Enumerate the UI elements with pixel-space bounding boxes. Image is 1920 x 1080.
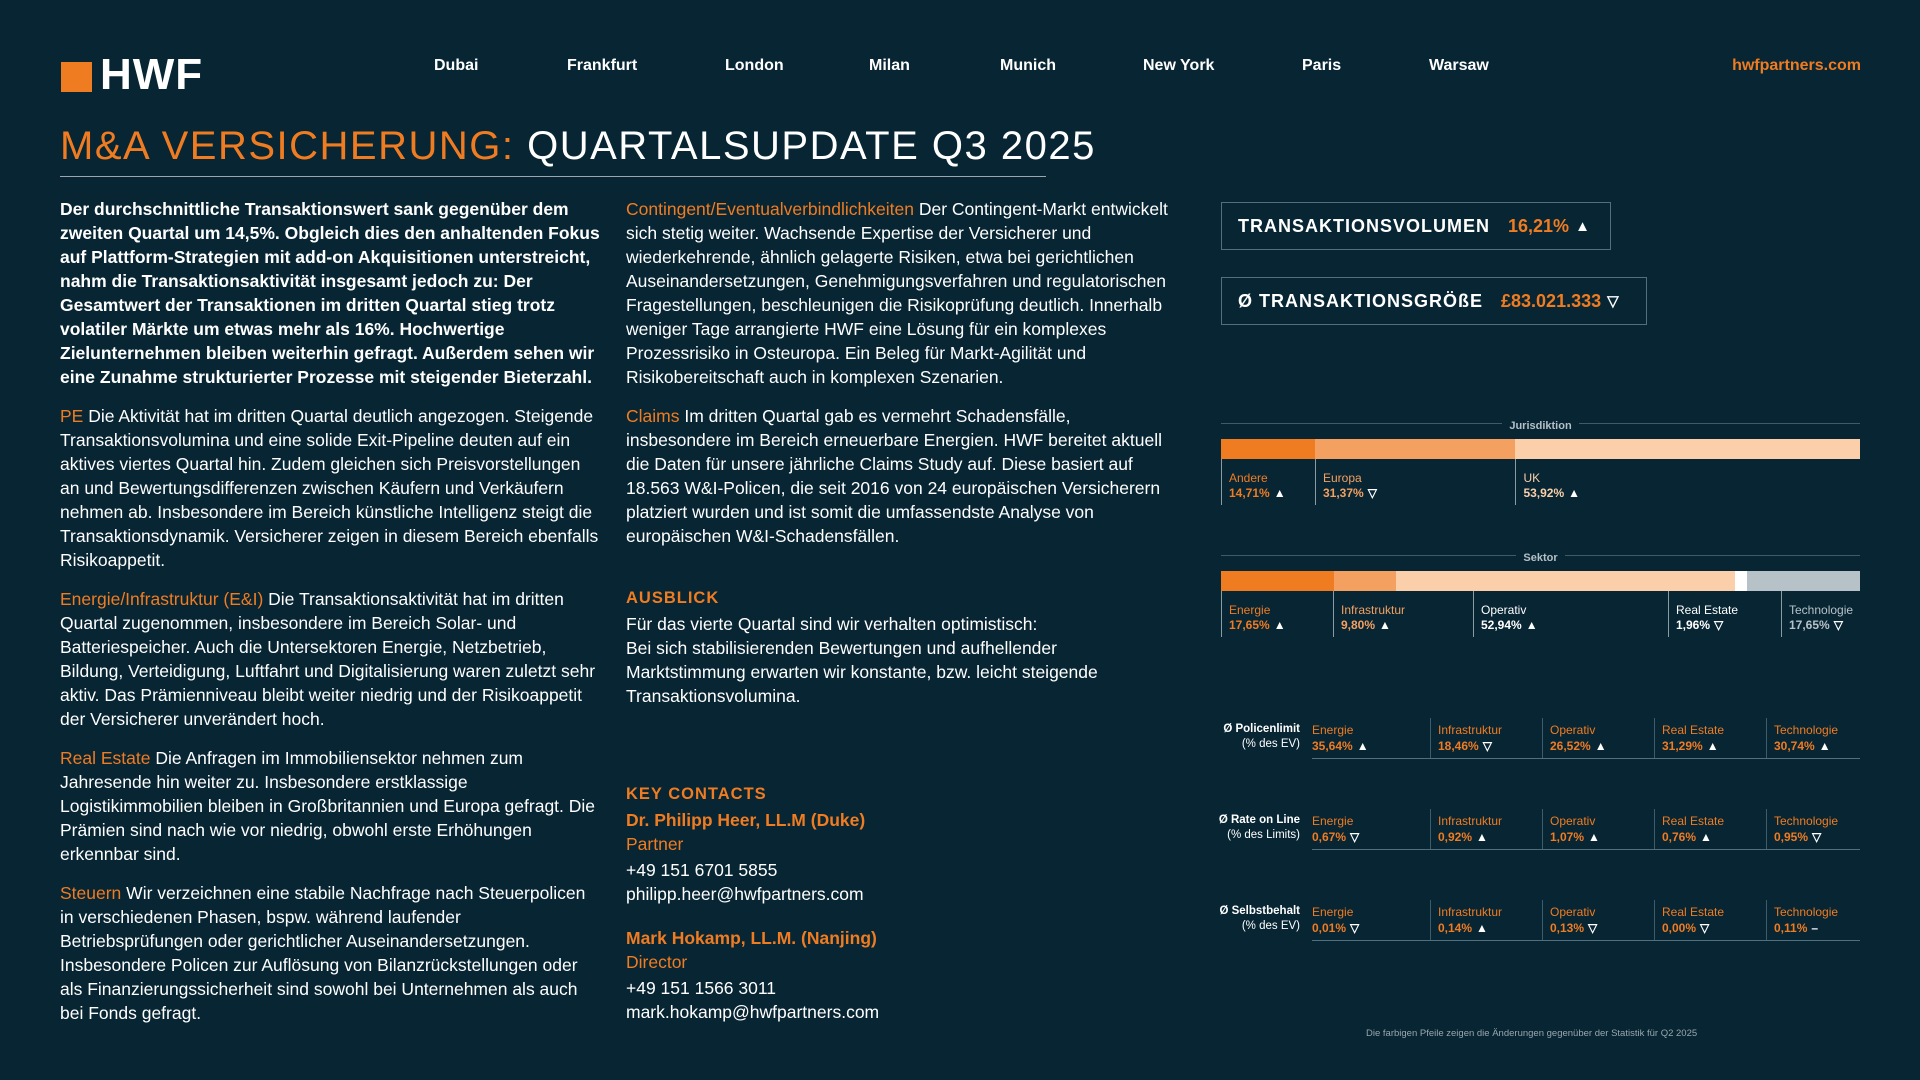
bar-label-value: [1229, 618, 1286, 633]
bar-label-percent: 53,92%: [1523, 486, 1565, 500]
stat-cell-percent: 0,76%: [1662, 830, 1697, 844]
stat-row-sub: (% des Limits): [1227, 829, 1300, 841]
stat-cell-category: Technologie: [1774, 723, 1839, 737]
bar-label: [1481, 603, 1538, 633]
bar-label: [1229, 471, 1286, 501]
contact-role: Director: [626, 952, 688, 972]
bar-label-value: [1341, 618, 1405, 633]
bar-segment-infrastruktur: [1334, 571, 1397, 591]
stat-cell: [1774, 904, 1838, 936]
bar-segment-energie: [1221, 571, 1334, 591]
stat-cell-value: [1550, 920, 1597, 936]
footnote: Die farbigen Pfeile zeigen die Änderungen gegenüber der Statistik für Q2 2025: [1366, 1028, 1698, 1039]
ausblick-text: Bei sich stabilisierenden Bewertungen und aufhellender Marktstimmung erwarten wir konstante, bzw. leicht steigende Transaktionsvolumina.: [626, 638, 1098, 706]
stat-cell-value: [1774, 738, 1838, 754]
bar-label-value: [1789, 618, 1853, 633]
bar-label-category: Energie: [1229, 603, 1271, 617]
title-part1: M&A VERSICHERUNG:: [60, 124, 515, 168]
bar-label-percent: 31,37%: [1322, 486, 1364, 500]
bar-label-category: Europa: [1322, 471, 1362, 485]
cell-divider: [1654, 718, 1655, 758]
arrow-icon: ▲: [1818, 739, 1831, 753]
contact-phone[interactable]: +49 151 1566 3011: [626, 978, 777, 998]
arrow-icon: ▲: [1700, 830, 1712, 844]
bar-label-value: [1323, 486, 1377, 501]
stat-cell-category: Real Estate: [1662, 723, 1725, 737]
stat-cell-category: Energie: [1312, 814, 1354, 828]
stat-cell-category: Real Estate: [1662, 905, 1725, 919]
stat-cell-category: Energie: [1312, 723, 1354, 737]
chart-title-wrap: [1221, 548, 1860, 566]
stat-cell-category: Operativ: [1550, 905, 1596, 919]
stat-cell-percent: 0,95%: [1774, 830, 1809, 844]
re-text: Die Anfragen im Immobiliensektor nehmen zum Jahresende hin weiter zu. Insbesondere erstklassige Logistikimmobilien bleiben in Großbritannien und Europa gefragt. Die Prämien sind nach wie vor niedrig, obwohl erste Erhöhungen erkennbar sind.: [60, 748, 596, 864]
bar-label-percent: 9,80%: [1341, 618, 1376, 632]
row-underline: [1312, 940, 1860, 941]
stat-cell: [1662, 813, 1724, 845]
arrow-up-icon: ▲: [1575, 217, 1591, 235]
chart-sektor: [1221, 548, 1860, 638]
stat-cell-category: Technologie: [1774, 814, 1839, 828]
stat-cell-percent: 26,52%: [1550, 739, 1591, 753]
steuern-paragraph: [60, 881, 600, 1025]
re-heading: Real Estate: [60, 748, 151, 768]
claims-heading: Claims: [626, 406, 680, 426]
stat-cell-percent: 35,64%: [1312, 739, 1353, 753]
bar-label-category: UK: [1523, 471, 1541, 485]
chart-title: Jurisdiktion: [1502, 420, 1578, 432]
bar-segment-andere: [1221, 439, 1315, 459]
stat-cell-percent: 0,13%: [1550, 921, 1585, 935]
column-middle: [626, 197, 1171, 1024]
nav-city-milan[interactable]: Milan: [869, 57, 910, 74]
ei-heading: Energie/Infrastruktur (E&I): [60, 589, 264, 609]
cell-divider: [1654, 900, 1655, 940]
stat-cell-category: Operativ: [1550, 723, 1596, 737]
contacts-heading: KEY CONTACTS: [626, 785, 767, 803]
stat-cell: [1662, 904, 1724, 936]
label-tick: [1668, 591, 1669, 637]
stat-cell-category: Infrastruktur: [1438, 723, 1503, 737]
cell-divider: [1542, 900, 1543, 940]
label-connector: [1333, 591, 1334, 599]
pe-paragraph: [60, 404, 600, 572]
stat-cell: [1312, 722, 1369, 754]
stacked-bar: [1221, 439, 1860, 459]
bar-label-category: Operativ: [1481, 603, 1527, 617]
column-left: [60, 197, 600, 1025]
nav-city-dubai[interactable]: Dubai: [434, 57, 479, 74]
contingent-text: Der Contingent-Markt entwickelt sich stetig weiter. Wachsende Expertise der Versicherer und wiederkehrende, ähnlich gelagerte Risiken, etwa bei gerichtlichen Auseinandersetzungen, Genehmigungsverfahren und regulatorischen Fragestellungen, beschleunigen die Risikoprüfung deutlich. Innerhalb weniger Tage arrangierte HWF eine Lösung für ein komplexes Prozessrisiko in Osteuropa. Ein Beleg für Markt-Agilität und Risikobereitschaft auch in komplexen Szenarien.: [626, 199, 1168, 387]
ei-text: Die Transaktionsaktivität hat im dritten Quartal zugenommen, insbesondere im Bereich Solar- und Batteriespeicher. Auch die Untersektoren Energie, Netzbetrieb, Bildung, Verteidigung, Luftfahrt und Digitalisierung waren zuletzt sehr aktiv. Das Prämienniveau bleibt weiter niedrig und der Risikoappetit der Versicherer unverändert hoch.: [60, 589, 596, 729]
label-tick: [1781, 591, 1782, 637]
stat-cell-percent: 18,46%: [1438, 739, 1479, 753]
bar-label-category: Infrastruktur: [1341, 603, 1406, 617]
chart-title: Sektor: [1516, 552, 1564, 564]
stat-cell: [1550, 813, 1600, 845]
logo-square: [61, 62, 92, 92]
cell-divider: [1430, 809, 1431, 849]
bar-label: [1341, 603, 1405, 633]
kpi-label: TRANSAKTIONSVOLUMEN: [1238, 215, 1490, 236]
steuern-text: Wir verzeichnen eine stabile Nachfrage nach Steuerpolicen in verschiedenen Phasen, bspw. während laufender Betriebsprüfungen oder gerichtlicher Auseinandersetzungen. Insbesondere Policen zur Auflösung von Bilanzrückstellungen oder als Finanzierungssicherheit sind sowohl bei Unternehmen als auch bei Fonds gefragt.: [60, 883, 586, 1023]
stat-row-label: [1210, 813, 1300, 843]
nav-city-frankfurt[interactable]: Frankfurt: [567, 57, 638, 74]
bar-label: [1229, 603, 1286, 633]
stat-cell-percent: 0,14%: [1438, 921, 1473, 935]
row-underline: [1312, 758, 1860, 759]
stat-row-title: Ø Selbstbehalt: [1219, 905, 1300, 917]
bar-label-percent: 17,65%: [1229, 618, 1270, 632]
bar-label-percent: 14,71%: [1229, 486, 1270, 500]
cell-divider: [1766, 809, 1767, 849]
stat-row-title: Ø Rate on Line: [1218, 814, 1300, 826]
row-underline: [1312, 849, 1860, 850]
re-paragraph: [60, 746, 600, 866]
stat-cell-category: Technologie: [1774, 905, 1839, 919]
kpi-transaktionsvolumen: [1221, 202, 1611, 250]
arrow-icon: ▲: [1594, 739, 1607, 753]
claims-paragraph: [626, 404, 1171, 548]
cell-divider: [1430, 900, 1431, 940]
bar-label: [1323, 471, 1377, 501]
stat-row-label: [1210, 722, 1300, 752]
label-tick: [1515, 459, 1516, 505]
label-tick: [1473, 591, 1474, 637]
title-part2: QUARTALSUPDATE Q3 2025: [527, 124, 1096, 168]
stat-cell-percent: 0,67%: [1312, 830, 1347, 844]
cell-divider: [1766, 718, 1767, 758]
intro-paragraph: Der durchschnittliche Transaktionswert sank gegenüber dem zweiten Quartal um 14,5%. Obgleich dies den anhaltenden Fokus auf Plattform-Strategien mit add-on Akquisitionen unterstreicht, nahm die Transaktionsaktivität insgesamt jedoch zu: Der Gesamtwert der Transaktionen im dritten Quartal stieg trotz volatiler Märkte um etwas mehr als 16%. Hochwertige Zielunternehmen bleiben weiterhin gefragt. Außerdem sehen wir eine Zunahme strukturierter Prozesse mit steigender Bieterzahl.: [60, 199, 600, 387]
stat-cell-value: [1662, 920, 1724, 936]
bar-label-percent: 52,94%: [1481, 618, 1522, 632]
arrow-icon: ▲: [1476, 921, 1488, 935]
arrow-icon: ▲: [1273, 486, 1286, 500]
bar-label-percent: 17,65%: [1789, 618, 1830, 632]
page-title: [60, 124, 1096, 169]
arrow-icon: ▽: [1833, 618, 1843, 632]
stat-cell: [1312, 813, 1359, 845]
stat-cell-value: [1438, 920, 1502, 936]
arrow-icon: ▲: [1525, 618, 1538, 632]
stat-cell-value: [1550, 829, 1600, 845]
pe-heading: PE: [60, 406, 84, 426]
kpi-value: £83.021.333: [1501, 290, 1602, 311]
title-underline: [60, 176, 1046, 177]
nav-city-london[interactable]: London: [725, 57, 784, 74]
bar-label: [1676, 603, 1738, 633]
contact-role: Partner: [626, 834, 684, 854]
contact-name: Mark Hokamp, LL.M. (Nanjing): [626, 928, 877, 948]
cell-divider: [1654, 809, 1655, 849]
bar-segment-uk: [1515, 439, 1860, 459]
bar-label-value: [1523, 486, 1580, 501]
ausblick-line: Für das vierte Quartal sind wir verhalten optimistisch:: [626, 614, 1038, 634]
bar-label-category: Andere: [1229, 471, 1268, 485]
contingent-heading: Contingent/Eventualverbindlichkeiten: [626, 199, 914, 219]
stats-grid: [1210, 718, 1860, 948]
steuern-heading: Steuern: [60, 883, 122, 903]
contact-card: [626, 926, 1171, 1024]
arrow-icon: ▲: [1476, 830, 1488, 844]
stat-cell-value: [1662, 738, 1724, 754]
stat-cell: [1774, 813, 1838, 845]
stat-cell-value: [1662, 829, 1724, 845]
cell-divider: [1766, 900, 1767, 940]
stat-row-sub: (% des EV): [1241, 920, 1300, 932]
arrow-icon: –: [1811, 921, 1819, 935]
bar-label-category: Real Estate: [1676, 603, 1739, 617]
nav-city-paris[interactable]: Paris: [1302, 57, 1342, 74]
stat-cell-value: [1550, 738, 1607, 754]
bar-label-percent: 1,96%: [1676, 618, 1711, 632]
arrow-icon: ▲: [1356, 739, 1369, 753]
stat-cell-percent: 30,74%: [1774, 739, 1815, 753]
contact-name: Dr. Philipp Heer, LL.M (Duke): [626, 810, 866, 830]
contact-email[interactable]: philipp.heer@hwfpartners.com: [626, 884, 864, 904]
website-link[interactable]: hwfpartners.com: [1732, 57, 1861, 74]
stat-cell: [1312, 904, 1359, 936]
chart-jurisdiktion: [1221, 416, 1860, 506]
logo[interactable]: HWF: [100, 50, 204, 99]
stat-cell-value: [1774, 829, 1838, 845]
nav-city-warsaw[interactable]: Warsaw: [1429, 57, 1489, 74]
stat-cell-percent: 0,01%: [1312, 921, 1347, 935]
claims-text: Im dritten Quartal gab es vermehrt Schadensfälle, insbesondere im Bereich erneuerbare Energien. HWF bereitet aktuell die Daten für unsere jährliche Claims Study auf. Diese basiert auf 18.563 W&I-Policen, die seit 2016 von 24 europäischen Versicherern platziert wurden und ist somit die umfassendste Analyse von europäischen W&I-Schadensfällen.: [626, 406, 1162, 546]
arrow-icon: ▽: [1700, 921, 1710, 935]
arrow-icon: ▲: [1568, 486, 1581, 500]
arrow-icon: ▲: [1379, 618, 1391, 632]
contact-card: [626, 808, 1171, 906]
arrow-icon: ▲: [1588, 830, 1600, 844]
ausblick-heading: AUSBLICK: [626, 589, 720, 607]
bar-segment-real-estate: [1735, 571, 1748, 591]
stacked-bar: [1221, 571, 1860, 591]
contingent-paragraph: [626, 197, 1171, 389]
cell-divider: [1430, 718, 1431, 758]
pe-text: Die Aktivität hat im dritten Quartal deutlich angezogen. Steigende Transaktionsvolumina und eine solide Exit-Pipeline deuten auf ein aktives viertes Quartal hin. Zudem gleichen sich Preisvorstellungen an und Bewertungsdifferenzen zwischen Käufern und Verkäufern nehmen ab. Insbesondere im Bereich künstliche Intelligenz steigt die Transaktionsdynamik. Versicherer zeigen in diesem Bereich ebenfalls Risikoappetit.: [60, 406, 599, 570]
bar-segment-operativ: [1396, 571, 1734, 591]
stat-cell-value: [1774, 920, 1838, 936]
arrow-icon: ▲: [1706, 739, 1719, 753]
arrow-icon: ▽: [1367, 486, 1377, 500]
nav-city-new-york[interactable]: New York: [1143, 57, 1215, 74]
stat-cell: [1774, 722, 1838, 754]
stat-cell-percent: 1,07%: [1550, 830, 1585, 844]
label-tick: [1221, 591, 1222, 637]
stat-cell-category: Infrastruktur: [1438, 905, 1503, 919]
stat-cell-percent: 31,29%: [1662, 739, 1703, 753]
stat-cell-value: [1312, 829, 1359, 845]
bar-label: [1789, 603, 1853, 633]
stat-cell: [1550, 904, 1597, 936]
cell-divider: [1542, 809, 1543, 849]
ei-paragraph: [60, 587, 600, 731]
stat-cell: [1662, 722, 1724, 754]
stat-cell: [1438, 722, 1502, 754]
bar-label-value: [1481, 618, 1538, 633]
bar-label-category: Technologie: [1789, 603, 1854, 617]
stat-cell-value: [1438, 738, 1502, 754]
arrow-icon: ▲: [1273, 618, 1286, 632]
stat-cell-value: [1312, 920, 1359, 936]
nav-city-munich[interactable]: Munich: [1000, 57, 1056, 74]
contact-phone[interactable]: +49 151 6701 5855: [626, 860, 778, 880]
kpi-label: Ø TRANSAKTIONSGRÖßE: [1238, 290, 1484, 311]
bar-label-value: [1229, 486, 1286, 501]
label-tick: [1221, 459, 1222, 505]
arrow-icon: ▽: [1588, 921, 1598, 935]
stat-cell-category: Infrastruktur: [1438, 814, 1503, 828]
contact-email[interactable]: mark.hokamp@hwfpartners.com: [626, 1002, 880, 1022]
bar-labels: [1221, 459, 1860, 509]
stat-cell-category: Energie: [1312, 905, 1354, 919]
kpi-transaktionsgroesse: [1221, 277, 1647, 325]
arrow-icon: ▽: [1482, 739, 1492, 753]
stat-cell-percent: 0,11%: [1774, 921, 1808, 935]
bar-segment-europa: [1315, 439, 1515, 459]
arrow-icon: ▽: [1350, 830, 1360, 844]
bar-labels: [1221, 591, 1860, 641]
bar-label: [1523, 471, 1580, 501]
stat-cell: [1438, 904, 1502, 936]
bar-segment-technologie: [1747, 571, 1860, 591]
stat-row-title: Ø Policenlimit: [1223, 723, 1300, 735]
arrow-down-icon: ▽: [1607, 293, 1620, 310]
arrow-icon: ▽: [1714, 618, 1724, 632]
stat-cell-value: [1312, 738, 1369, 754]
stat-cell-value: [1438, 829, 1502, 845]
arrow-icon: ▽: [1350, 921, 1360, 935]
cell-divider: [1542, 718, 1543, 758]
stat-cell-category: Real Estate: [1662, 814, 1725, 828]
bar-label-value: [1676, 618, 1738, 633]
stat-row-sub: (% des EV): [1241, 738, 1300, 750]
label-tick: [1315, 459, 1316, 505]
stat-cell: [1550, 722, 1607, 754]
stat-cell-category: Operativ: [1550, 814, 1596, 828]
chart-title-wrap: [1221, 416, 1860, 434]
kpi-value: 16,21%: [1508, 215, 1570, 236]
stat-cell-percent: 0,92%: [1438, 830, 1473, 844]
stat-cell: [1438, 813, 1502, 845]
stat-row-label: [1210, 904, 1300, 934]
stat-cell-percent: 0,00%: [1662, 921, 1697, 935]
arrow-icon: ▽: [1812, 830, 1822, 844]
